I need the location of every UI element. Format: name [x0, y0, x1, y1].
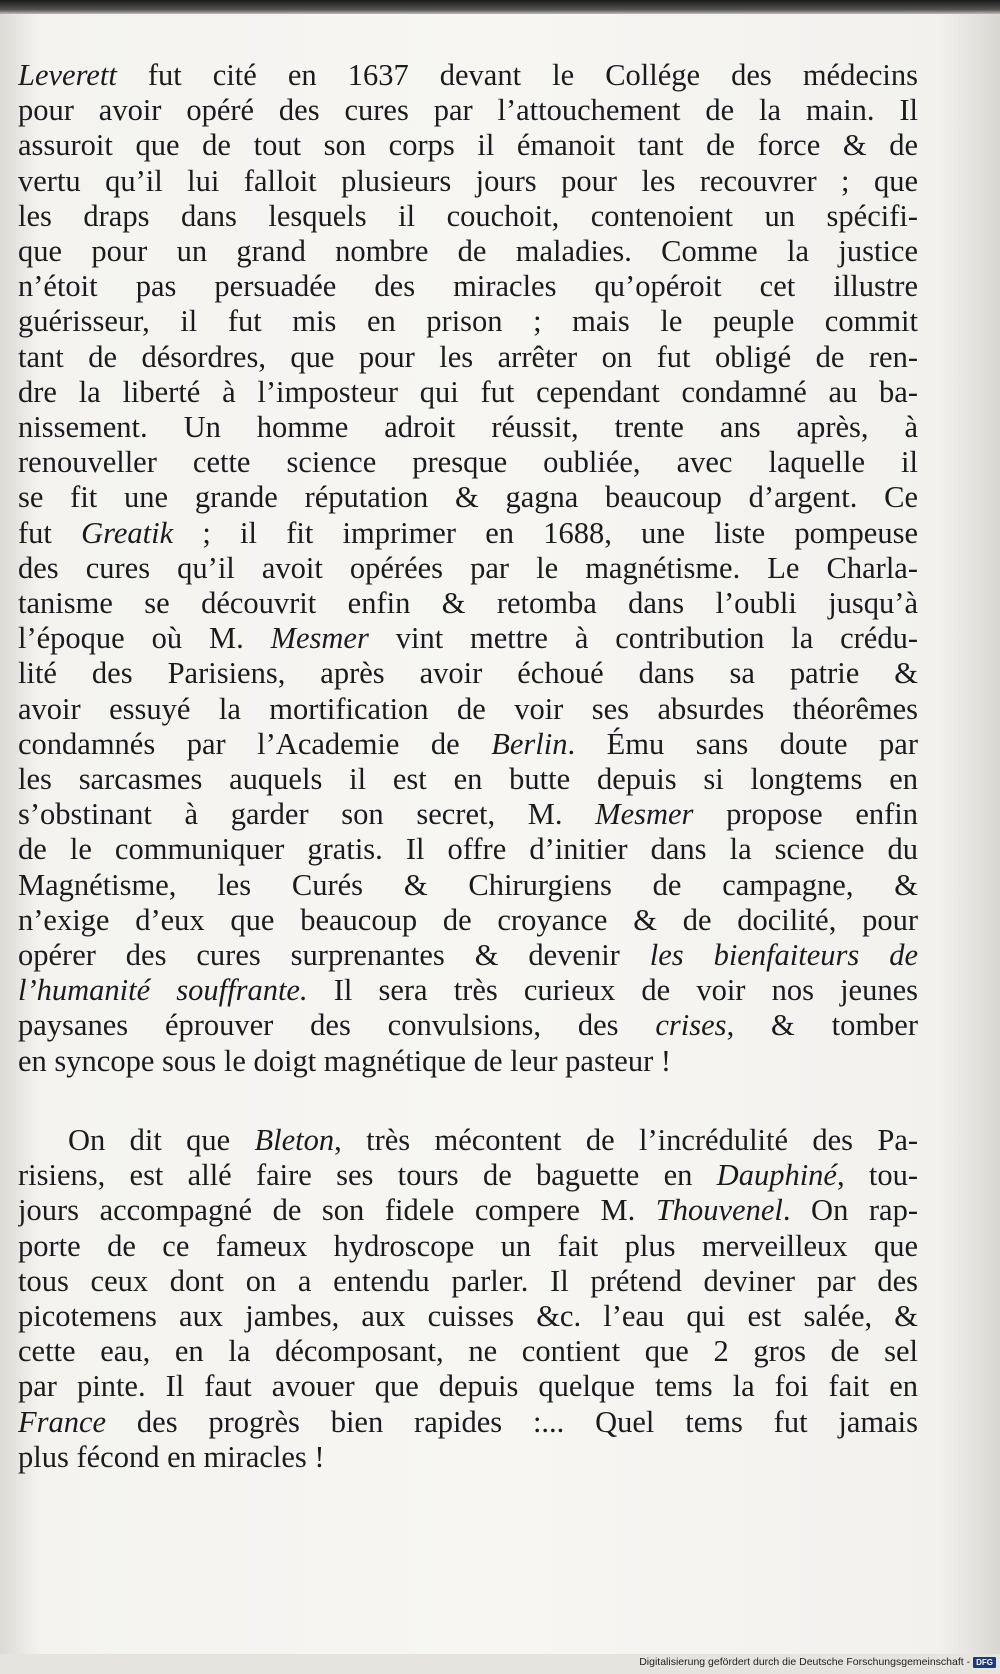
text-run: des progrès bien rapides :... Quel tems fut jamais — [106, 1404, 918, 1439]
text-run: assuroit que de tout son corps il émanoit tant de force & de — [18, 128, 918, 163]
text-run: nissement. Un homme adroit réussit, trente ans après, à — [18, 410, 918, 445]
text-run: l’humanité souffrante. — [18, 973, 308, 1008]
digitization-credit — [639, 1654, 996, 1670]
text-run: Mesmer — [595, 797, 694, 832]
text-run: fut cité en 1637 devant le Collége des médecins — [116, 58, 918, 92]
text-run: jours accompagné de son fidele compere M. — [18, 1193, 656, 1228]
text-run: , & tomber — [726, 1008, 918, 1043]
text-line — [18, 1334, 918, 1369]
text-line — [18, 832, 918, 867]
text-run: Greatik — [81, 515, 174, 550]
text-line — [18, 1299, 918, 1334]
text-line — [18, 164, 918, 199]
text-run: tant de désordres, que pour les arrêter on fut obligé de ren- — [18, 339, 918, 374]
text-run: que pour un grand nombre de maladies. Comme la justice — [18, 234, 918, 269]
text-run: les bienfaiteurs de — [649, 938, 918, 973]
text-run: renouveller cette science presque oubliée, avec laquelle il — [18, 445, 918, 480]
text-line — [18, 375, 918, 410]
text-line — [18, 903, 918, 938]
text-run: Bleton — [254, 1122, 335, 1157]
text-line — [18, 1229, 918, 1264]
text-line — [18, 727, 918, 762]
text-run: ; il fit imprimer en 1688, une liste pompeuse — [173, 515, 918, 550]
text-line — [18, 516, 918, 551]
text-run: risiens, est allé faire ses tours de baguette en — [18, 1158, 717, 1193]
text-run: . On rap- — [782, 1193, 918, 1228]
text-run: n’étoit pas persuadée des miracles qu’opéroit cet illustre — [18, 269, 918, 304]
text-line — [18, 1123, 918, 1158]
text-line — [18, 269, 918, 304]
text-line — [18, 1044, 918, 1079]
text-line — [18, 1264, 918, 1299]
text-line — [18, 445, 918, 480]
text-run: l’époque où M. — [18, 621, 271, 656]
text-run: s’obstinant à garder son secret, M. — [18, 797, 596, 832]
text-line — [18, 128, 918, 163]
text-line — [18, 58, 918, 93]
text-line — [18, 1008, 918, 1043]
text-run: paysanes éprouver des convulsions, des — [18, 1008, 656, 1043]
text-line — [18, 586, 918, 621]
text-run: pour avoir opéré des cures par l’attouchement de la main. Il — [18, 93, 918, 128]
text-run: cette eau, en la décomposant, ne contient que 2 gros de sel — [18, 1334, 918, 1369]
scan-top-edge — [0, 0, 1000, 14]
text-run: crises — [655, 1008, 727, 1043]
text-run: propose enfin — [693, 797, 918, 832]
text-run: les sarcasmes auquels il est en butte depuis si longtems en — [18, 762, 918, 797]
text-line — [18, 304, 918, 339]
text-line — [18, 551, 918, 586]
text-line — [18, 340, 918, 375]
credit-text: Digitalisierung gefördert durch die Deutsche Forschungsgemeinschaft - — [639, 1656, 971, 1668]
page-text — [18, 58, 918, 1475]
text-line — [18, 656, 918, 691]
text-run: Berlin — [491, 726, 568, 761]
text-line — [18, 480, 918, 515]
text-run: se fit une grande réputation & gagna beaucoup d’argent. Ce — [18, 480, 918, 515]
dfg-logo-badge: DFG — [973, 1657, 996, 1668]
text-run: par pinte. Il faut avouer que depuis quelque tems la foi fait en — [18, 1369, 918, 1404]
text-line — [18, 938, 918, 973]
text-run: Magnétisme, les Curés & Chirurgiens de campagne, & — [18, 867, 918, 902]
text-run: de le communiquer gratis. Il offre d’initier dans la science du — [18, 832, 918, 867]
text-run: porte de ce fameux hydroscope un fait plus merveilleux que — [18, 1228, 918, 1263]
text-line — [18, 234, 918, 269]
text-run: guérisseur, il fut mis en prison ; mais le peuple commit — [18, 304, 918, 339]
text-run: condamnés par l’Academie de — [18, 726, 492, 761]
text-run: , très mécontent de l’incrédulité des Pa- — [334, 1122, 918, 1157]
text-line — [18, 199, 918, 234]
text-run: vint mettre à contribution la crédu- — [368, 621, 918, 656]
text-run: lité des Parisiens, après avoir échoué dans sa patrie & — [18, 656, 918, 691]
text-run: plus fécond en miracles ! — [18, 1439, 325, 1474]
text-run: tous ceux dont on a entendu parler. Il prétend deviner par des — [18, 1263, 918, 1298]
text-run: en syncope sous le doigt magnétique de leur pasteur ! — [18, 1043, 672, 1078]
text-run: France — [18, 1404, 107, 1439]
text-line — [18, 1158, 918, 1193]
text-run: des cures qu’il avoit opérées par le magnétisme. Le Charla- — [18, 550, 918, 585]
text-run: Il sera très curieux de voir nos jeunes — [307, 973, 918, 1008]
text-run: avoir essuyé la mortification de voir ses absurdes théorêmes — [18, 691, 918, 726]
text-run: Dauphiné — [716, 1158, 837, 1193]
text-run: Thouvenel — [655, 1193, 783, 1228]
text-run: On dit que — [68, 1122, 255, 1157]
text-line — [18, 868, 918, 903]
text-line — [18, 1193, 918, 1228]
text-run: opérer des cures surprenantes & devenir — [18, 938, 650, 973]
text-line — [18, 410, 918, 445]
text-run: n’exige d’eux que beaucoup de croyance & de docilité, pour — [18, 902, 918, 937]
text-run: dre la liberté à l’imposteur qui fut cependant condamné au ba- — [18, 374, 918, 409]
book-page — [0, 14, 1000, 1654]
paragraph-1 — [18, 58, 918, 1079]
text-run: . Ému sans doute par — [567, 726, 918, 761]
text-run: Mesmer — [270, 621, 369, 656]
text-run: vertu qu’il lui falloit plusieurs jours pour les recouvrer ; que — [18, 163, 918, 198]
text-line — [18, 1440, 918, 1475]
text-run: les draps dans lesquels il couchoit, contenoient un spécifi- — [18, 198, 918, 233]
paragraph-2 — [18, 1123, 918, 1475]
text-line — [18, 93, 918, 128]
text-line — [18, 621, 918, 656]
text-line — [18, 973, 918, 1008]
text-line — [18, 797, 918, 832]
text-run: , tou- — [836, 1158, 918, 1193]
text-line — [18, 1369, 918, 1404]
text-line — [18, 762, 918, 797]
text-run: Leverett — [18, 58, 117, 92]
text-run: picotemens aux jambes, aux cuisses &c. l’eau qui est salée, & — [18, 1298, 918, 1333]
text-line — [18, 1405, 918, 1440]
text-run: fut — [18, 515, 82, 550]
text-line — [18, 692, 918, 727]
text-run: tanisme se découvrit enfin & retomba dans l’oubli jusqu’à — [18, 586, 918, 621]
